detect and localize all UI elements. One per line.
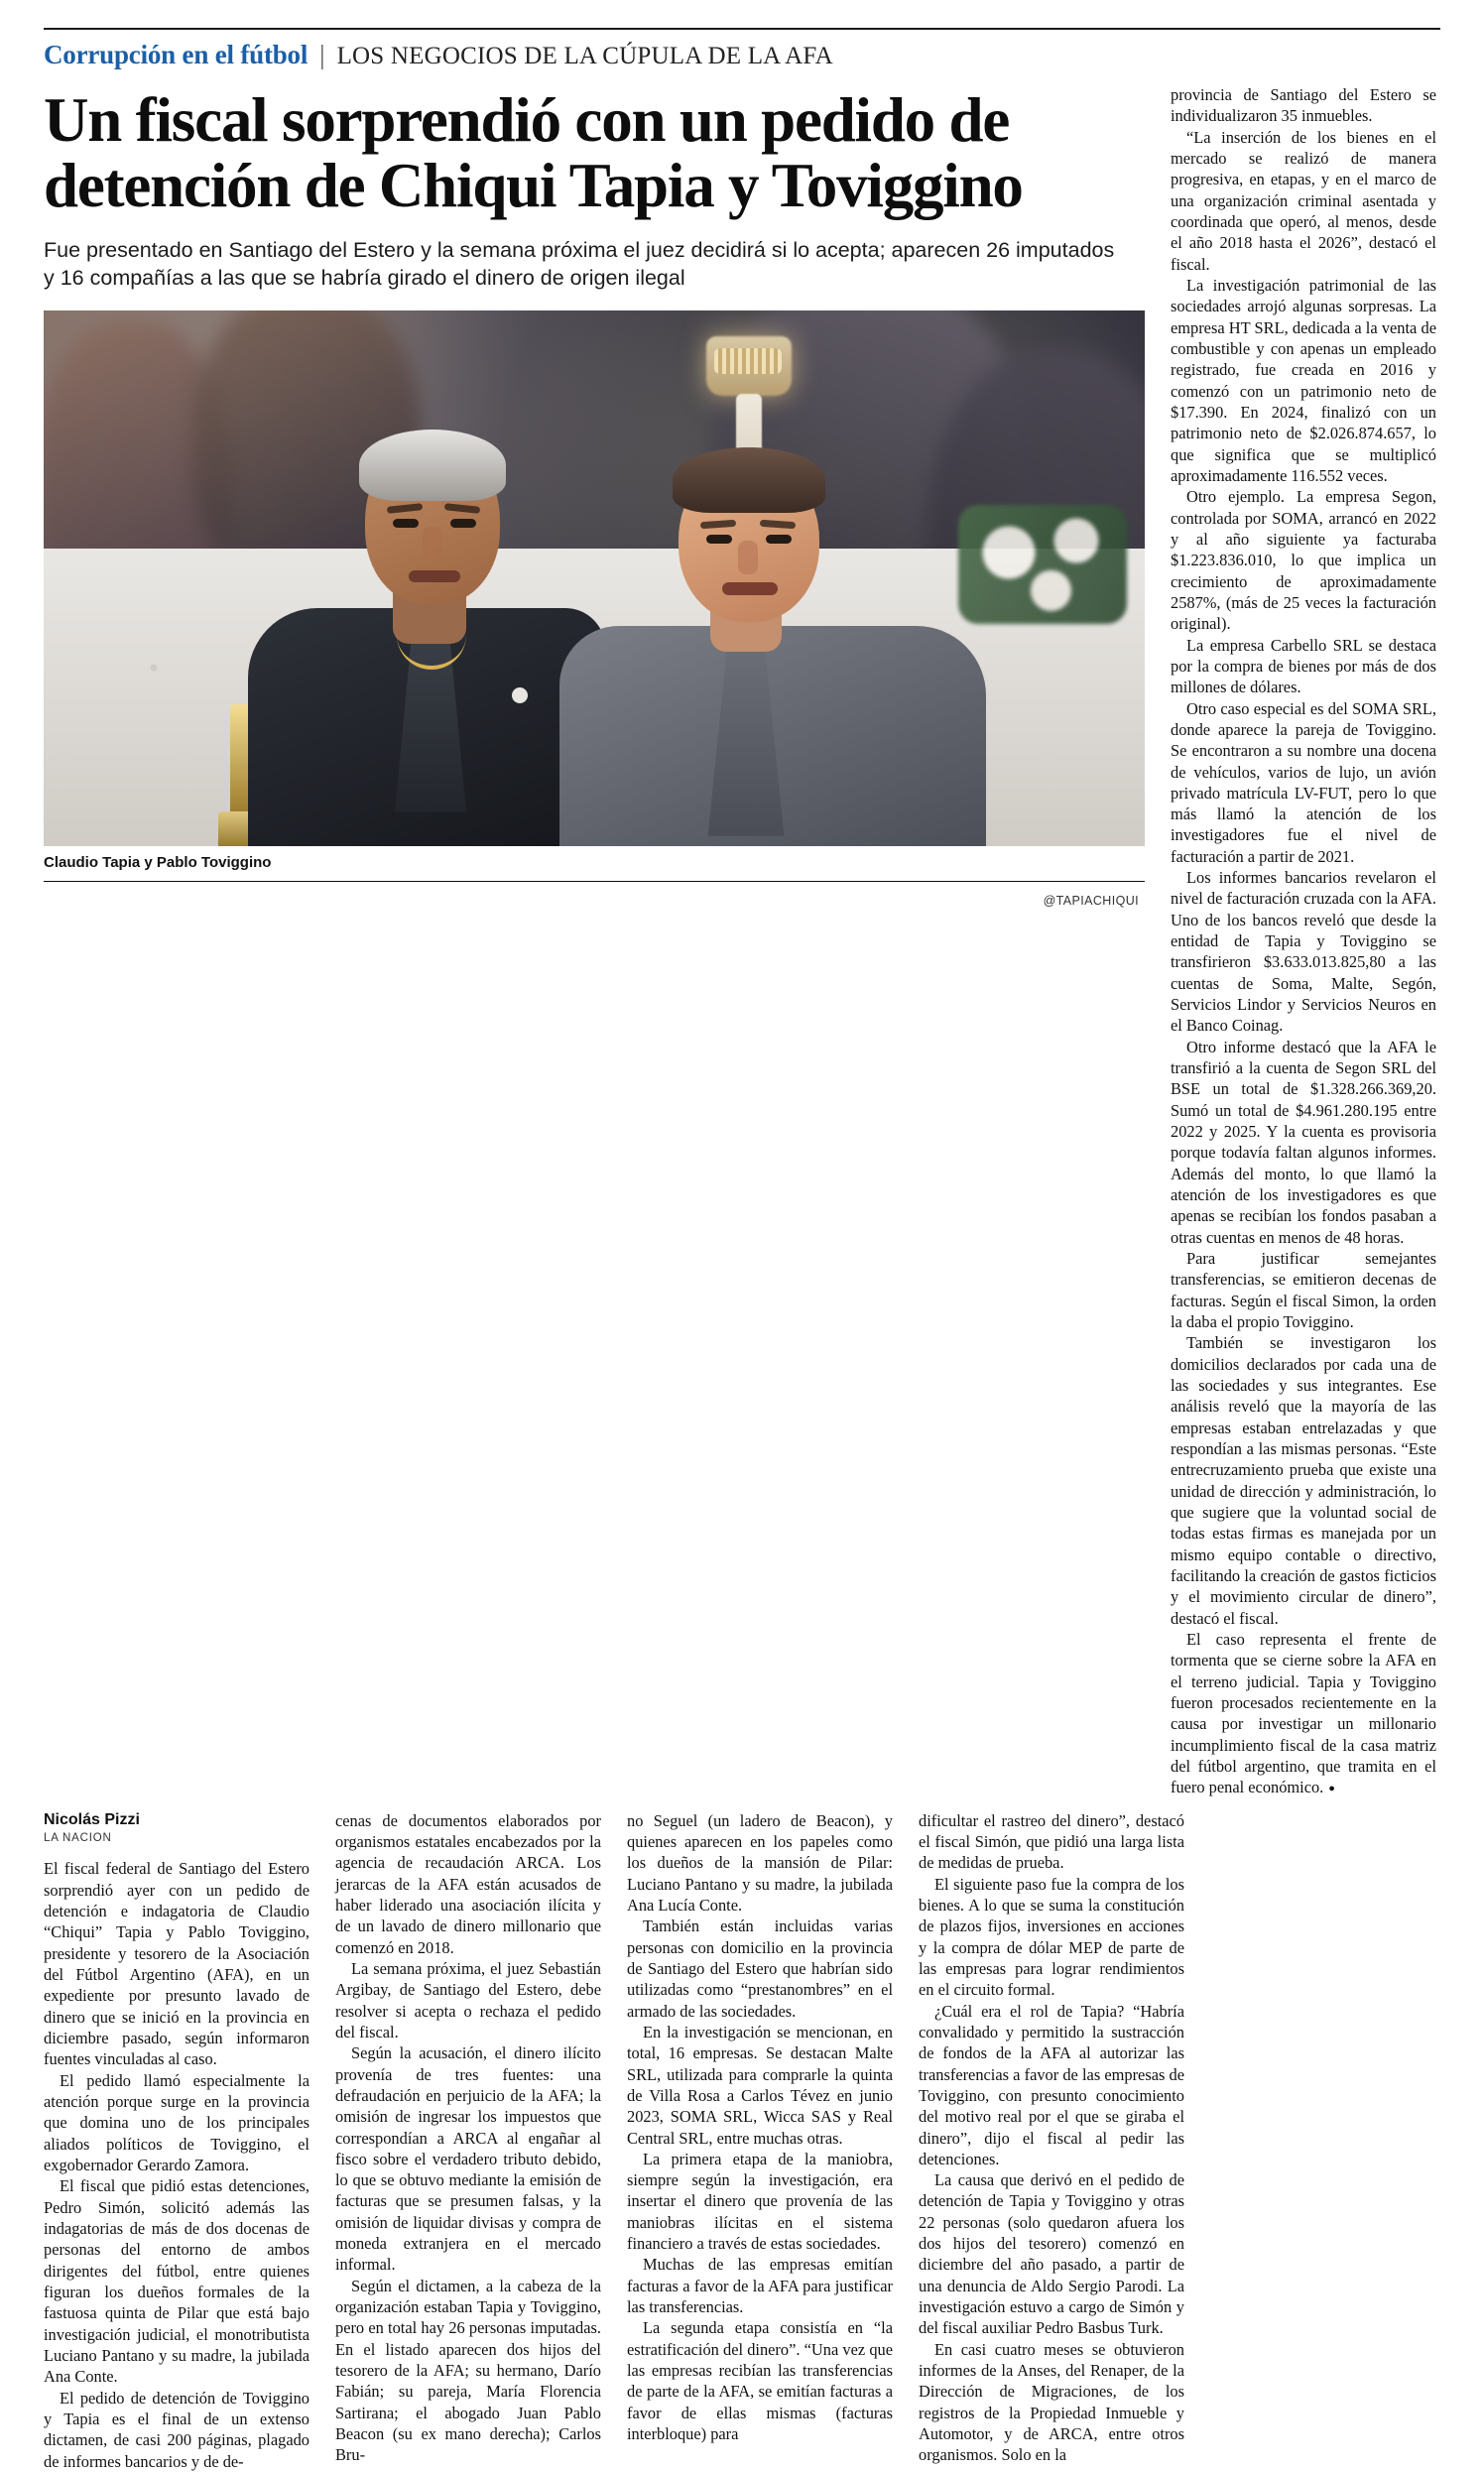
rail-paragraph: También se investigaron los domicilios declarados por cada una de las sociedades y sus integrantes. Ese análisis reveló que la mayoría de las empresas estaban entrelazadas y que respondían a las mismas personas. “Este entrecruzamiento prueba que existe una unidad de dirección y administración, lo que sugiere que la voluntad social de todas estas firmas es manejada por un mismo equipo contable o directivo, facilitando la creación de gastos ficticios y el movimiento circular de dinero”, destacó el fiscal.: [1171, 1333, 1436, 1628]
body-paragraph: El fiscal federal de Santiago del Estero sorprendió ayer con un pedido de detención e indagatoria de Claudio “Chiqui” Tapia y Pablo Toviggino, presidente y tesorero de la Asociación del Fútbol Argentino (AFA), en un expediente por presunto lavado de dinero que se inició en la provincia en diciembre pasado, según informaron fuentes vinculadas al caso.: [44, 1859, 309, 2069]
top-rule: [44, 28, 1440, 30]
rail-paragraph: provincia de Santiago del Estero se individualizaron 35 inmuebles.: [1171, 85, 1436, 126]
body-paragraph: Muchas de las empresas emitían facturas a favor de la AFA para justificar las transferencias.: [627, 2255, 893, 2317]
body-column-4: [919, 1810, 1184, 2472]
person-right-eye: [766, 535, 792, 544]
person-left-hair: [359, 430, 506, 501]
rail-paragraph: La empresa Carbello SRL se destaca por la compra de bienes por más de dos millones de dólares.: [1171, 635, 1436, 697]
rail-paragraph: El caso representa el frente de tormenta que se cierne sobre la AFA en el terreno judicial. Tapia y Toviggino fueron procesados recientemente en la causa por investigar un millonario incumplimiento fiscal de la casa matriz del fútbol argentino, que tramita en el fuero penal económico. ●: [1171, 1629, 1436, 1798]
body-paragraph: Según el dictamen, a la cabeza de la organización estaban Tapia y Toviggino, pero en total hay 26 personas imputadas. En el listado aparecen dos hijos del tesorero de la AFA; su hermano, Darío Fabián; su pareja, María Florencia Sartirana; el abogado Juan Pablo Beacon (su ex mano derecha); Carlos Bru-: [335, 2276, 601, 2465]
rail-column: [1171, 84, 1436, 1798]
body-paragraph: ¿Cuál era el rol de Tapia? “Habría convalidado y permitido la sustracción de fondos de la AFA al autorizar las transferencias a favor de las empresas de Toviggino, con presunto conocimiento del motivo real por el que se giraba el dinero”, dijo el fiscal al pedir las detenciones.: [919, 2001, 1184, 2168]
person-left-eye: [393, 519, 419, 528]
body-columns: [44, 1810, 1440, 2472]
body-paragraph: La segunda etapa consistía en “la estratificación del dinero”. “Una vez que las empresas recibían las transferencias de parte de la AFA, se emitían facturas a favor de ellas mismas (facturas interbloque) para: [627, 2318, 893, 2444]
standfirst: Fue presentado en Santiago del Estero y la semana próxima el juez decidirá si lo acepta; aparecen 26 imputados y 16 compañías a las que se habría girado el dinero de origen ilegal: [44, 238, 1115, 291]
body-paragraph: Según la acusación, el dinero ilícito provenía de tres fuentes: una defraudación en perjuicio de la AFA; la omisión de ingresar los impuestos que correspondían a ARCA al engañar al fisco sobre el verdadero tributo debido, lo que se obtuvo mediante la emisión de facturas que se presumen falsas, y la omisión de liquidar divisas y compra de moneda extranjera en el mercado informal.: [335, 2043, 601, 2275]
body-paragraph: El siguiente paso fue la compra de los bienes. A lo que se suma la constitución de plazos fijos, inversiones en acciones y la compra de dólar MEP de parte de las empresas para lograr rendimientos en el circuito formal.: [919, 1874, 1184, 2000]
body-paragraph: El pedido de detención de Toviggino y Tapia es el final de un extenso dictamen, de casi 200 páginas, plagado de informes bancarios y de de-: [44, 2388, 309, 2471]
body-column-3: [627, 1810, 893, 2472]
lamp-crystal-band: [714, 348, 782, 374]
byline-author: Nicolás Pizzi: [44, 1810, 140, 1828]
person-right-hair: [673, 447, 825, 513]
body-paragraph: El pedido llamó especialmente la atención porque surge en la provincia que domina uno de los principales aliados políticos de Toviggino, el exgobernador Gerardo Zamora.: [44, 2070, 309, 2174]
rail-paragraph: La investigación patrimonial de las sociedades arrojó algunas sorpresas. La empresa HT SRL, dedicada a la venta de combustible y con apenas un empleado registrado, fue creada en 2016 y comenzó con un patrimonio neto de $17.390. En 2024, finalizó con un patrimonio neto de $2.026.874.657, lo que significa que se multiplicó aproximadamente 116.552 veces.: [1171, 275, 1436, 485]
body-paragraph: La semana próxima, el juez Sebastián Argibay, de Santiago del Estero, debe resolver si acepta o rechaza el pedido del fiscal.: [335, 1958, 601, 2041]
photo-background: [44, 310, 1145, 846]
kicker-separator: |: [319, 40, 325, 69]
body-column-2: [335, 1810, 601, 2472]
photo-credit: @TAPIACHIQUI: [1043, 893, 1139, 908]
body-paragraph: cenas de documentos elaborados por organismos estatales encabezados por la agencia de recaudación ARCA. Los jerarcas de la AFA están acusados de haber liderado una asociación ilícita y de un lavado de dinero millonario que comenzó en 2018.: [335, 1810, 601, 1957]
lead-photo: [44, 310, 1145, 846]
photo-caption: Claudio Tapia y Pablo Toviggino: [44, 853, 272, 871]
person-right-eye: [706, 535, 732, 544]
rail-paragraph: Otro caso especial es del SOMA SRL, donde aparece la pareja de Toviggino. Se encontraron a su nombre una docena de vehículos, varios de lujo, un avión privado matrícula LV-FUT, pero lo que más llamó la atención de los investigadores fue el nivel de facturación a partir de 2021.: [1171, 698, 1436, 866]
body-paragraph: También están incluidas varias personas con domicilio en la provincia de Santiago del Estero que habrían sido utilizadas como “prestanombres” en el armado de las sociedades.: [627, 1916, 893, 2021]
rail-paragraph: Para justificar semejantes transferencias, se emitieron decenas de facturas. Según el fiscal Simon, la orden la daba el propio Toviggino.: [1171, 1249, 1436, 1332]
rail-paragraph: Otro ejemplo. La empresa Segon, controlada por SOMA, arrancó en 2022 y al año siguiente ya facturaba $1.223.836.010, lo que implica un crecimiento de aproximadamente 2587%, (más de 25 veces la facturación original).: [1171, 487, 1436, 634]
person-left-eye: [450, 519, 476, 528]
headline-and-rail: [44, 84, 1440, 1798]
body-paragraph: no Seguel (un ladero de Beacon), y quienes aparecen en los papeles como los dueños de la mansión de Pilar: Luciano Pantano y su madre, la jubilada Ana Lucía Conte.: [627, 1810, 893, 1915]
rail-paragraph: Los informes bancarios revelaron el nivel de facturación cruzada con la AFA. Uno de los bancos reveló que desde la entidad de Tapia y Toviggino se transfirieron $3.633.013.825,80 a las cuentas de Soma, Malte, Segón, Servicios Lindor y Servicios Neuros en el Banco Coinag.: [1171, 868, 1436, 1036]
body-paragraph: La causa que derivó en el pedido de detención de Tapia y Toviggino y otras 22 personas (solo quedaron afuera los dos hijos del tesorero) comenzó en diciembre del año pasado, a partir de una denuncia de Aldo Sergio Parodi. La investigación estuvo a cargo de Simón y del fiscal auxiliar Pedro Basbus Turk.: [919, 2170, 1184, 2338]
kicker-bar: [44, 40, 1440, 70]
person-right-mouth: [722, 582, 778, 595]
body-paragraph: En la investigación se mencionan, en total, 16 empresas. Se destacan Malte SRL, utilizada para comprarle la quinta de Villa Rosa a Carlos Tévez en junio 2023, SOMA SRL, Wicca SAS y Real Central SRL, entre muchas otras.: [627, 2022, 893, 2148]
person-right-nose: [738, 541, 758, 574]
person-left-mouth: [409, 570, 460, 582]
rail-paragraph: “La inserción de los bienes en el mercado se realizó de manera progresiva, en etapas, y en el marco de una organización criminal asentada y coordinada que operó, al menos, desde el año 2018 hasta el 2026”, destacó el fiscal.: [1171, 127, 1436, 274]
flower-arrangement: [958, 505, 1127, 624]
caption-rule: [44, 881, 1145, 882]
byline-organization: LA NACION: [44, 1832, 112, 1845]
kicker-section: Corrupción en el fútbol: [44, 40, 309, 69]
body-paragraph: dificultar el rastreo del dinero”, destacó el fiscal Simón, que pidió una larga lista de medidas de prueba.: [919, 1810, 1184, 1873]
headline-block: [44, 84, 1145, 908]
body-paragraph: La primera etapa de la maniobra, siempre según la investigación, era insertar el dinero que provenía de las maniobras ilícitas en el sistema financiero a través de estas sociedades.: [627, 2149, 893, 2254]
kicker-subsection: LOS NEGOCIOS DE LA CÚPULA DE LA AFA: [336, 43, 833, 69]
person-left-nose: [423, 527, 442, 562]
person-left-lapel-pin: [512, 687, 528, 703]
body-paragraph: En casi cuatro meses se obtuvieron informes de la Anses, del Renaper, de la Dirección de Migraciones, de los registros de la Propiedad Inmueble y Automotor, y de ARCA, entre otros organismos. Solo en la: [919, 2339, 1184, 2465]
body-column-1: [44, 1810, 309, 2472]
page-title: Un fiscal sorprendió con un pedido de detención de Chiqui Tapia y Toviggino: [44, 85, 1023, 220]
rail-paragraph: Otro informe destacó que la AFA le transfirió a la cuenta de Segon SRL del BSE un total de $1.328.266.369,20. Sumó un total de $4.961.280.195 entre 2022 y 2025. Y la cuenta es provisoria porque todavía faltan algunos informes. Además del monto, lo que llamó la atención de los investigadores es que apenas se recibían los fondos pasaban a otras cuentas en menos de 48 horas.: [1171, 1037, 1436, 1247]
body-paragraph: El fiscal que pidió estas detenciones, Pedro Simón, solicitó además las indagatorias de más de dos docenas de personas del entorno de ambos dirigentes del fútbol, entre quienes figuran los dueños formales de la fastuosa quinta de Pilar que está bajo investigación judicial, el monotributista Luciano Pantano y su madre, la jubilada Ana Conte.: [44, 2176, 309, 2387]
